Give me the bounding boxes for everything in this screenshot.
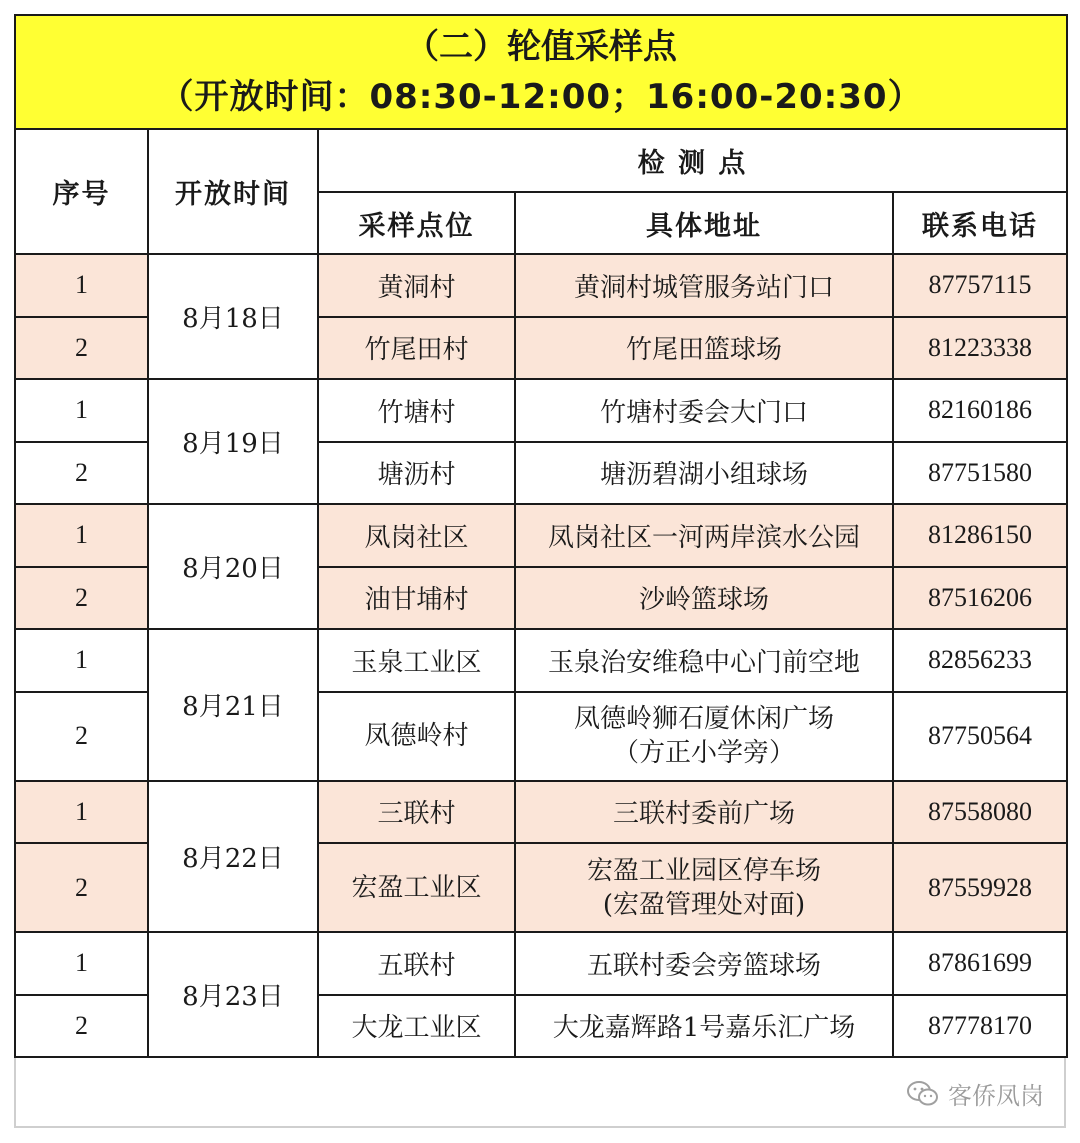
table-row xyxy=(15,379,1067,442)
cell-seq: 2 xyxy=(15,995,148,1058)
address-line: 黄洞村城管服务站门口 xyxy=(573,272,834,303)
header-seq: 序号 xyxy=(15,129,148,254)
cell-phone: 87559928 xyxy=(893,843,1067,932)
address-line: 塘沥碧湖小组球场 xyxy=(599,460,808,491)
cell-seq: 2 xyxy=(15,567,148,630)
banner-hours: （开放时间：08:30-12:00；16:00-20:30） xyxy=(159,77,923,117)
cell-address xyxy=(515,995,893,1058)
cell-seq: 2 xyxy=(15,442,148,505)
address-line: 大龙嘉辉路1号嘉乐汇广场 xyxy=(552,1013,856,1044)
cell-address xyxy=(515,317,893,380)
header-row-1 xyxy=(15,129,1067,192)
cell-seq: 2 xyxy=(15,843,148,932)
cell-site: 塘沥村 xyxy=(318,442,515,505)
header-group: 检 测 点 xyxy=(318,129,1067,192)
cell-phone: 82160186 xyxy=(893,379,1067,442)
cell-site: 大龙工业区 xyxy=(318,995,515,1058)
cell-address xyxy=(515,629,893,692)
cell-address xyxy=(515,379,893,442)
table-banner xyxy=(15,15,1067,129)
address-line: 凤德岭狮石厦休闲广场 xyxy=(573,704,834,734)
cell-seq: 2 xyxy=(15,692,148,781)
cell-phone: 81286150 xyxy=(893,504,1067,567)
cell-address xyxy=(515,781,893,844)
cell-seq: 1 xyxy=(15,254,148,317)
cell-date: 8月22日 xyxy=(148,781,318,933)
banner-cell xyxy=(15,15,1067,129)
cell-site: 五联村 xyxy=(318,932,515,995)
cell-address xyxy=(515,567,893,630)
cell-site: 竹塘村 xyxy=(318,379,515,442)
address-line: 竹尾田篮球场 xyxy=(625,335,782,366)
cell-address xyxy=(515,932,893,995)
cell-phone: 87778170 xyxy=(893,995,1067,1058)
address-line: 三联村委前广场 xyxy=(612,799,795,830)
address-line: （方正小学旁） xyxy=(612,738,795,768)
cell-seq: 2 xyxy=(15,317,148,380)
table-row xyxy=(15,254,1067,317)
cell-phone: 81223338 xyxy=(893,317,1067,380)
header-site: 采样点位 xyxy=(318,192,515,254)
address-line: 凤岗社区一河两岸滨水公园 xyxy=(547,522,860,553)
cell-site: 竹尾田村 xyxy=(318,317,515,380)
cell-seq: 1 xyxy=(15,932,148,995)
cell-seq: 1 xyxy=(15,781,148,844)
wechat-icon xyxy=(906,1080,940,1108)
address-line: 五联村委会旁篮球场 xyxy=(586,950,821,981)
cell-date: 8月18日 xyxy=(148,254,318,379)
watermark-text: 客侨凤岗 xyxy=(948,1082,1044,1110)
cell-address xyxy=(515,504,893,567)
address-line: 竹塘村委会大门口 xyxy=(599,397,808,428)
cell-address xyxy=(515,843,893,932)
cell-phone: 87750564 xyxy=(893,692,1067,781)
cell-date: 8月19日 xyxy=(148,379,318,504)
watermark xyxy=(906,1076,1044,1111)
header-phone: 联系电话 xyxy=(893,192,1067,254)
cell-seq: 1 xyxy=(15,504,148,567)
cell-site: 宏盈工业区 xyxy=(318,843,515,932)
cell-date: 8月20日 xyxy=(148,504,318,629)
table-row xyxy=(15,629,1067,692)
cell-seq: 1 xyxy=(15,379,148,442)
cell-phone: 87558080 xyxy=(893,781,1067,844)
sampling-schedule-table xyxy=(14,14,1068,1058)
address-line: 沙岭篮球场 xyxy=(638,585,769,616)
cell-address xyxy=(515,254,893,317)
table-body xyxy=(15,254,1067,1057)
cell-date: 8月21日 xyxy=(148,629,318,781)
table-row xyxy=(15,932,1067,995)
cell-site: 黄洞村 xyxy=(318,254,515,317)
address-line: 宏盈工业园区停车场 xyxy=(586,855,821,886)
table-row xyxy=(15,504,1067,567)
cell-phone: 87516206 xyxy=(893,567,1067,630)
cell-site: 凤岗社区 xyxy=(318,504,515,567)
address-line: (宏盈管理处对面) xyxy=(602,889,806,920)
header-address: 具体地址 xyxy=(515,192,893,254)
cell-phone: 82856233 xyxy=(893,629,1067,692)
table-row xyxy=(15,781,1067,844)
cell-site: 三联村 xyxy=(318,781,515,844)
cell-phone: 87751580 xyxy=(893,442,1067,505)
cell-site: 凤德岭村 xyxy=(318,692,515,781)
address-line: 玉泉治安维稳中心门前空地 xyxy=(547,647,860,678)
cell-phone: 87861699 xyxy=(893,932,1067,995)
cell-address xyxy=(515,692,893,781)
cell-site: 玉泉工业区 xyxy=(318,629,515,692)
cell-address xyxy=(515,442,893,505)
cell-date: 8月23日 xyxy=(148,932,318,1057)
cell-phone: 87757115 xyxy=(893,254,1067,317)
banner-title: （二）轮值采样点 xyxy=(405,27,678,67)
cell-seq: 1 xyxy=(15,629,148,692)
header-open-time: 开放时间 xyxy=(148,129,318,254)
cell-site: 油甘埔村 xyxy=(318,567,515,630)
